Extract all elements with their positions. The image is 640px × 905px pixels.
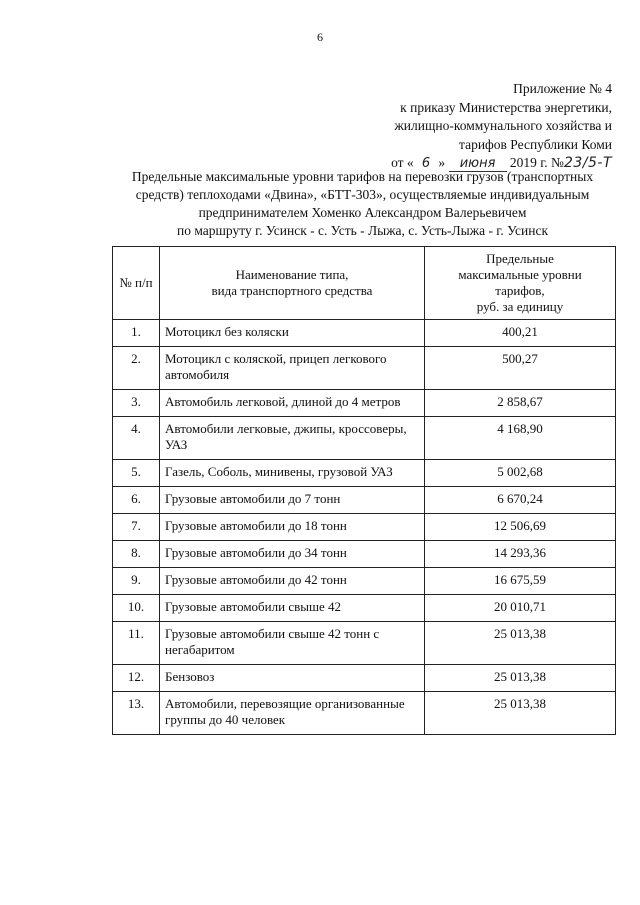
row-price: 25 013,38 (425, 665, 616, 692)
row-name: Бензовоз (160, 665, 425, 692)
header-name-line2: вида транспортного средства (211, 283, 373, 298)
row-price: 500,27 (425, 347, 616, 390)
tariff-table (112, 246, 616, 735)
row-price: 25 013,38 (425, 692, 616, 735)
table-row (113, 514, 616, 541)
header-name (160, 247, 425, 320)
row-price: 16 675,59 (425, 568, 616, 595)
table-row (113, 347, 616, 390)
table-row (113, 665, 616, 692)
date-day-handwritten: 6 (421, 156, 431, 171)
appendix-order-line: к приказу Министерства энергетики, (400, 99, 612, 115)
title-line-4: по маршруту г. Усинск - с. Усть - Лыжа, с. Усть-Лыжа - г. Усинск (176, 223, 549, 238)
row-price: 6 670,24 (425, 487, 616, 514)
row-name: Автомобили, перевозящие организованные группы до 40 человек (160, 692, 425, 735)
appendix-ministry-line: жилищно-коммунального хозяйства и (394, 118, 612, 133)
row-name: Грузовые автомобили до 34 тонн (160, 541, 425, 568)
header-num: № п/п (113, 247, 160, 320)
table-row (113, 692, 616, 735)
row-num: 10. (113, 595, 160, 622)
row-price: 12 506,69 (425, 514, 616, 541)
date-year: 2019 г. № (509, 155, 564, 170)
header-price-line1: Предельные (486, 251, 554, 266)
table-row (113, 320, 616, 347)
row-num: 13. (113, 692, 160, 735)
row-name: Грузовые автомобили свыше 42 тонн с негабаритом (160, 622, 425, 665)
header-price-line2: максимальные уровни (458, 267, 582, 282)
table-row (113, 541, 616, 568)
header-name-line1: Наименование типа, (235, 267, 349, 282)
row-price: 25 013,38 (425, 622, 616, 665)
row-price: 2 858,67 (425, 390, 616, 417)
row-price: 5 002,68 (425, 460, 616, 487)
row-name: Мотоцикл без коляски (160, 320, 425, 347)
row-name: Грузовые автомобили свыше 42 (160, 595, 425, 622)
date-month-handwritten: июня (449, 157, 507, 172)
row-name: Мотоцикл с коляской, прицеп легкового автомобиля (160, 347, 425, 390)
row-num: 5. (113, 460, 160, 487)
appendix-title: Приложение № 4 (513, 81, 612, 96)
appendix-header (391, 80, 612, 174)
row-num: 6. (113, 487, 160, 514)
row-name: Грузовые автомобили до 42 тонн (160, 568, 425, 595)
header-price-line3: тарифов, (495, 283, 545, 298)
row-price: 400,21 (425, 320, 616, 347)
row-num: 2. (113, 347, 160, 390)
table-row (113, 487, 616, 514)
row-name: Газель, Соболь, минивены, грузовой УАЗ (160, 460, 425, 487)
title-line-2: средств) теплоходами «Двина», «БТТ-303», осуществляемые индивидуальным (135, 187, 590, 202)
row-name: Грузовые автомобили до 7 тонн (160, 487, 425, 514)
appendix-tariffs-line: тарифов Республики Коми (459, 136, 612, 152)
header-price (425, 247, 616, 320)
table-row (113, 595, 616, 622)
row-name: Автомобиль легковой, длиной до 4 метров (160, 390, 425, 417)
date-prefix: от « (391, 155, 414, 170)
date-mid: » (438, 155, 446, 170)
row-num: 12. (113, 665, 160, 692)
title-line-1: Предельные максимальные уровни тарифов на перевозки грузов (транспортных (131, 169, 594, 184)
table-row (113, 390, 616, 417)
row-price: 14 293,36 (425, 541, 616, 568)
row-name: Грузовые автомобили до 18 тонн (160, 514, 425, 541)
row-num: 8. (113, 541, 160, 568)
table-row (113, 460, 616, 487)
document-title (110, 168, 615, 240)
row-num: 1. (113, 320, 160, 347)
row-num: 4. (113, 417, 160, 460)
table-row (113, 568, 616, 595)
table-header-row (113, 247, 616, 320)
row-num: 3. (113, 390, 160, 417)
page-number: 6 (317, 30, 323, 44)
row-price: 20 010,71 (425, 595, 616, 622)
header-price-line4: руб. за единицу (476, 299, 564, 314)
row-name: Автомобили легковые, джипы, кроссоверы, УАЗ (160, 417, 425, 460)
title-line-3: предпринимателем Хоменко Александром Валерьевичем (198, 205, 527, 220)
row-price: 4 168,90 (425, 417, 616, 460)
table-row (113, 622, 616, 665)
order-number-handwritten: 23/5-Т (563, 155, 612, 171)
row-num: 9. (113, 568, 160, 595)
table-row (113, 417, 616, 460)
row-num: 7. (113, 514, 160, 541)
row-num: 11. (113, 622, 160, 665)
